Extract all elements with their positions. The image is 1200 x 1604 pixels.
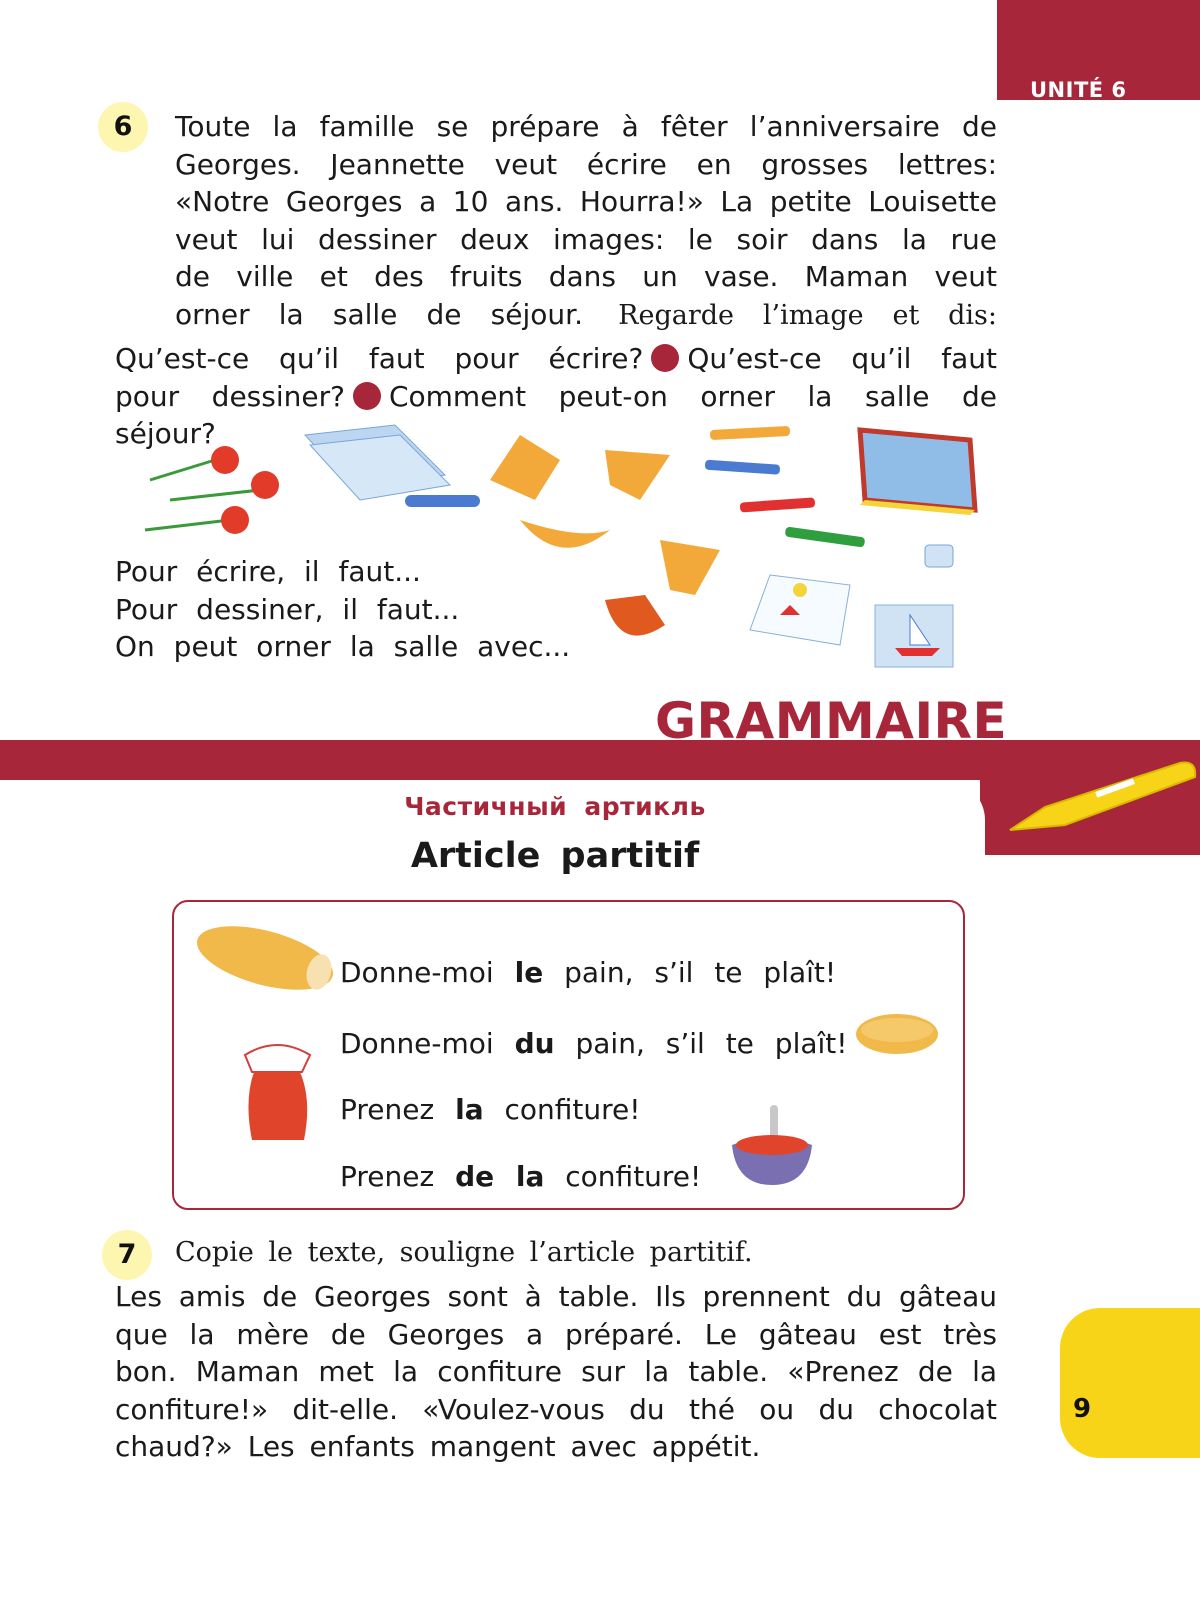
leaf-icon [605, 450, 670, 500]
rule-line [340, 956, 836, 989]
pencil-icon [710, 426, 790, 440]
rule-line [340, 1093, 640, 1126]
rule-post: confiture! [504, 1093, 641, 1126]
exercise-7-number: 7 [102, 1230, 152, 1280]
album-icon [860, 430, 975, 515]
rule-article: le [514, 956, 544, 989]
leaf-icon [605, 595, 665, 636]
exercise-6-line: veut lui dessiner deux images: le soir dans la rue [175, 222, 997, 256]
exercise-7-line: Les amis de Georges sont à table. Ils prennent du gâteau [115, 1280, 997, 1313]
leaf-icon [660, 540, 720, 595]
question-2-end: pour dessiner? [115, 379, 345, 413]
bullet-dot [353, 382, 381, 410]
grammar-subtitle-fr: Article partitif [410, 836, 700, 876]
question-3-end: séjour? [115, 417, 216, 450]
rule-article: du [514, 1027, 555, 1060]
rule-pre: Prenez [340, 1160, 435, 1193]
exercise-7-instruction: Copie le texte, souligne l’article partitif. [175, 1237, 753, 1268]
pencil-icon [740, 497, 816, 512]
exercise-6-line: Georges. Jeannette veut écrire en grosses lettres: [175, 147, 997, 181]
question-3: Comment peut-on orner la salle de [388, 379, 997, 413]
jam-jar-icon [240, 1040, 315, 1145]
paper-sheets-icon [305, 425, 450, 500]
exercise-6-line: orner la salle de séjour. [175, 297, 583, 331]
exercise-6-line-last [175, 296, 997, 335]
leaf-icon [520, 520, 610, 548]
rule-article: de la [455, 1160, 545, 1193]
exercise-7-line: bon. Maman met la confiture sur la table. «Prenez de la [115, 1355, 997, 1388]
exercise-6-instruction: Regarde l’image et dis: [618, 299, 998, 331]
carnations-icon [145, 446, 279, 534]
pen-icon [405, 495, 480, 507]
drawing-picture-icon [750, 575, 850, 645]
pattern-line: Pour dessiner, il faut... [115, 592, 460, 626]
exercise-6-text [175, 108, 997, 334]
rule-pre: Prenez [340, 1093, 435, 1126]
page-number: 9 [1073, 1394, 1092, 1424]
rule-pre: Donne-moi [340, 956, 494, 989]
eraser-icon [925, 545, 953, 567]
question-1: Qu’est-ce qu’il faut pour écrire? [115, 342, 644, 375]
grammar-section-title: GRAMMAIRE [655, 696, 1008, 740]
answer-patterns [115, 553, 570, 666]
grammar-subtitle-ru: Частичный артикль [404, 792, 706, 821]
bread-slice-icon [855, 1012, 940, 1057]
rule-post: pain, s’il te plaît! [575, 1027, 848, 1060]
pencil-icon [705, 460, 781, 475]
exercise-7-line: confiture!» dit-elle. «Voulez-vous du thé ou du chocolat [115, 1392, 997, 1426]
rule-line [340, 1160, 701, 1193]
exercise-7-line: chaud?» Les enfants mangent avec appétit. [115, 1430, 761, 1463]
exercise-7-text [115, 1278, 997, 1466]
questions-line-2 [115, 378, 997, 416]
page-tab [1060, 1308, 1200, 1458]
leaf-icon [490, 435, 560, 500]
rule-article: la [455, 1093, 484, 1126]
question-2: Qu’est-ce qu’il faut [687, 342, 997, 375]
pattern-line: On peut orner la salle avec... [115, 630, 571, 663]
rule-line [340, 1027, 848, 1060]
questions-line-1 [115, 340, 997, 378]
boat-picture-icon [875, 605, 953, 667]
rule-post: confiture! [565, 1160, 702, 1193]
exercise-7-line: que la mère de Georges a préparé. Le gâteau est très [115, 1317, 997, 1351]
jam-bowl-icon [730, 1100, 815, 1190]
rule-pre: Donne-moi [340, 1027, 494, 1060]
bullet-dot [651, 344, 679, 372]
exercise-6-line: Toute la famille se prépare à fêter l’anniversaire de [175, 110, 997, 143]
rule-post: pain, s’il te plaît! [564, 956, 837, 989]
unit-label: UNITÉ 6 [1030, 78, 1127, 102]
exercise-6-line: de ville et des fruits dans un vase. Maman veut [175, 260, 997, 293]
exercise-6-line: «Notre Georges a 10 ans. Hourra!» La petite Louisette [175, 185, 997, 218]
bread-loaf-icon [195, 918, 340, 998]
exercise-6-number: 6 [98, 102, 148, 152]
pattern-line: Pour écrire, il faut... [115, 555, 421, 588]
pencil-icon [785, 526, 866, 547]
